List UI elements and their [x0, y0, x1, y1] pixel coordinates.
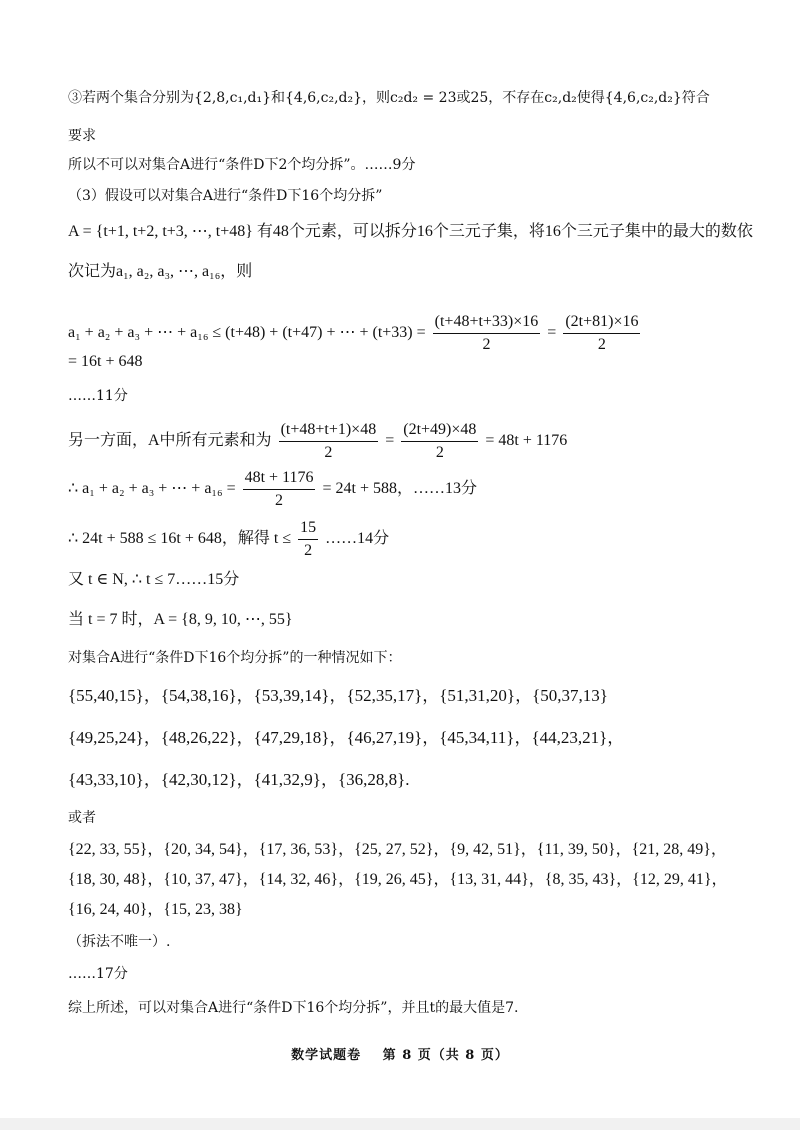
alt-partition-row-3: {16, 24, 40}，{15, 23, 38} — [68, 901, 243, 918]
sum-equals-sign: = — [547, 324, 557, 342]
total-equals-sign: = — [385, 432, 395, 450]
t-bound-numerator: 15 — [298, 518, 318, 540]
max-sum-right: = 24t + 588，……13分 — [322, 480, 477, 498]
max-sum-line — [68, 468, 740, 511]
partition-row-2: {49,25,24}，{48,26,22}，{47,29,18}，{46,27,19}，{45,34,11}，{44,23,21}， — [68, 728, 625, 747]
t-integer-line: 又 t ∈ N, ∴ t ≤ 7……15分 — [68, 571, 240, 588]
total-sum-line — [68, 420, 740, 463]
sum-fraction-2-numerator: (2t+81)×16 — [563, 312, 640, 334]
alt-partition-row-1: {22, 33, 55}，{20, 34, 54}，{17, 36, 53}，{25, 27, 52}，{9, 42, 51}，{11, 39, 50}，{21, 28, 49}， — [68, 841, 727, 858]
final-conclusion: 综上所述，可以对集合A进行“条件D下16个均分拆”，并且t的最大值是7. — [68, 1000, 519, 1016]
page-footer — [0, 1044, 800, 1063]
example-intro: 对集合A进行“条件D下16个均分拆”的一种情况如下： — [68, 650, 402, 666]
case-3-statement: ③若两个集合分别为{2,8,c₁,d₁}和{4,6,c₂,d₂}，则c₂d₂ = 23或25，不存在c₂,d₂使得{4,6,c₂,d₂}符合 — [68, 90, 710, 106]
total-fraction-2 — [401, 420, 478, 463]
sum-fraction-1-numerator: (t+48+t+33)×16 — [433, 312, 541, 334]
conclusion-part2: 所以不可以对集合A进行“条件D下2个均分拆”。……9分 — [68, 157, 416, 173]
solve-t-right: ……14分 — [325, 530, 390, 548]
set-a-definition: A = {t+1, t+2, t+3, ⋯, t+48} 有48个元素，可以拆分16个三元子集，将16个三元子集中的最大的数依 — [68, 223, 753, 240]
t-bound-denominator: 2 — [304, 542, 313, 559]
part3-assumption: （3）假设可以对集合A进行“条件D下16个均分拆” — [68, 188, 383, 204]
sum-inequality-left: a₁ + a₂ + a₃ + ⋯ + a₁₆ ≤ (t+48) + (t+47) + ⋯ + (t+33) = — [68, 324, 426, 342]
sum-fraction-1 — [433, 312, 541, 355]
alt-partition-row-2: {18, 30, 48}，{10, 37, 47}，{14, 32, 46}，{19, 26, 45}，{13, 31, 44}，{8, 35, 43}，{12, 29, 41}， — [68, 871, 728, 888]
partition-row-1: {55,40,15}，{54,38,16}，{53,39,14}，{52,35,17}，{51,31,20}，{50,37,13} — [68, 686, 608, 705]
footer-page-number: 第 8 页（共 8 页） — [382, 1048, 509, 1063]
total-fraction-2-numerator: (2t+49)×48 — [401, 420, 478, 442]
total-sum-right: = 48t + 1176 — [485, 432, 568, 450]
footer-title: 数学试题卷 — [291, 1048, 362, 1063]
t-bound-fraction — [298, 518, 318, 561]
score-11: ……11分 — [68, 388, 128, 404]
alternative-label: 或者 — [68, 810, 96, 826]
solve-t-left: ∴ 24t + 588 ≤ 16t + 648，解得 t ≤ — [68, 530, 292, 548]
sum-fraction-2-denominator: 2 — [597, 336, 606, 353]
scan-bottom-edge — [0, 1118, 800, 1130]
max-sum-fraction — [243, 468, 316, 511]
max-sum-left: ∴ a₁ + a₂ + a₃ + ⋯ + a₁₆ = — [68, 480, 236, 498]
total-fraction-1 — [279, 420, 379, 463]
max-sum-fraction-numerator: 48t + 1176 — [243, 468, 316, 490]
total-fraction-1-denominator: 2 — [324, 444, 333, 461]
solve-t-line — [68, 518, 740, 561]
partition-row-3: {43,33,10}，{42,30,12}，{41,32,9}，{36,28,8}. — [68, 770, 410, 789]
case-3-continuation: 要求 — [68, 128, 96, 144]
score-17: ……17分 — [68, 966, 128, 982]
sum-inequality — [68, 312, 740, 355]
total-sum-left: 另一方面，A中所有元素和为 — [68, 432, 272, 450]
total-fraction-2-denominator: 2 — [435, 444, 444, 461]
t-equals-7-line: 当 t = 7 时，A = {8, 9, 10, ⋯, 55} — [68, 611, 293, 628]
max-sum-fraction-denominator: 2 — [275, 492, 284, 509]
max-elements-notation: 次记为a₁, a₂, a₃, ⋯, a₁₆，则 — [68, 263, 253, 280]
sum-result: = 16t + 648 — [68, 353, 143, 370]
sum-fraction-1-denominator: 2 — [482, 336, 491, 353]
sum-fraction-2 — [563, 312, 640, 355]
not-unique-note: （拆法不唯一）. — [68, 934, 171, 950]
total-fraction-1-numerator: (t+48+t+1)×48 — [279, 420, 379, 442]
